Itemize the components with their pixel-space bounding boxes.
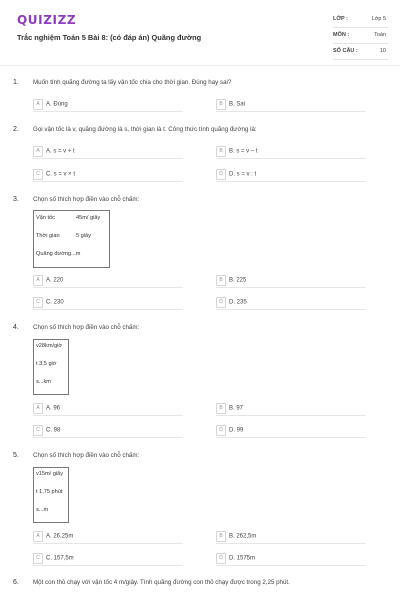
option-underline [216,111,366,112]
table-cell: Thời gian [36,233,60,239]
option-letter-box: B [216,275,226,286]
option-letter-box: D [216,425,226,436]
header-divider [0,65,400,66]
option-letter-box: A [33,99,43,110]
meta-value: 10 [379,48,386,54]
question-text: Muốn tính quãng đường ta lấy vận tốc chia cho thời gian. Đúng hay sai? [33,79,232,86]
option-text: B. s = v – t [229,148,258,155]
option-text: C. s = v × t [46,171,76,178]
option-underline [216,543,366,544]
table-cell: s...km [36,379,51,385]
option-underline [216,158,366,159]
option-text: B. Sai [229,101,246,108]
meta-value: Lớp 5 [371,16,386,22]
option-letter-box: B [216,146,226,157]
table-cell: Vận tốc [36,215,55,221]
option-underline [33,437,183,438]
option-text: D. 1575m [229,555,256,562]
option-a[interactable] [33,531,73,542]
option-text: A. 220 [46,277,64,284]
option-letter-box: C [33,169,43,180]
question-text: Gọi vận tốc là v, quãng đường là s, thời gian là t. Công thức tính quãng đường là: [33,126,257,133]
option-c[interactable] [33,553,74,564]
option-letter-box: D [216,297,226,308]
table-cell: v15m/ giây [36,471,64,477]
meta-label: LỚP : [333,16,348,22]
option-letter-box: C [33,297,43,308]
worksheet-title: Trắc nghiệm Toán 5 Bài 8: (có đáp án) Quãng đường [17,33,202,42]
question-3-table [33,210,110,268]
question-text: Một con thỏ chạy với vận tốc 4 m/giây. Tính quãng đường con thỏ chạy được trong 2,25 phút. [33,579,290,586]
option-d[interactable] [216,169,256,180]
option-letter-box: C [33,425,43,436]
option-underline [33,111,183,112]
option-d[interactable] [216,425,243,436]
option-text: C. 157,5m [46,555,74,562]
option-b[interactable] [216,531,256,542]
option-letter-box: A [33,403,43,414]
option-letter-box: D [216,169,226,180]
option-underline [216,309,366,310]
option-underline [216,287,366,288]
option-letter-box: C [33,553,43,564]
question-4-table [33,339,69,395]
meta-info [333,12,388,60]
option-a[interactable] [33,146,75,157]
option-a[interactable] [33,275,63,286]
option-text: B. 262,5m [229,533,257,540]
option-text: C. 230 [46,299,64,306]
meta-row-subject [333,28,388,44]
option-b[interactable] [216,99,245,110]
table-cell: 5 giây [76,233,91,239]
option-text: D. 99 [229,427,244,434]
option-underline [33,565,183,566]
option-underline [33,181,183,182]
question-number: 1. [13,79,19,86]
option-b[interactable] [216,146,258,157]
meta-label: MÔN : [333,32,350,38]
meta-row-count [333,44,388,60]
option-text: A. s = v + t [46,148,75,155]
option-text: D. 235 [229,299,247,306]
option-text: C. 98 [46,427,61,434]
meta-label: SỐ CÂU : [333,48,358,54]
option-underline [216,565,366,566]
question-number: 4. [13,324,19,331]
option-c[interactable] [33,169,75,180]
option-letter-box: D [216,553,226,564]
option-underline [33,287,183,288]
option-underline [216,181,366,182]
table-cell: v28km/giờ [36,343,63,349]
option-underline [33,309,183,310]
question-number: 6. [13,579,19,586]
option-d[interactable] [216,297,247,308]
option-underline [33,415,183,416]
question-text: Chọn số thích hợp điền vào chỗ chấm: [33,452,140,459]
meta-row-grade [333,12,388,28]
table-cell: t 3,5 giờ [36,361,57,367]
question-number: 3. [13,196,19,203]
option-letter-box: B [216,531,226,542]
option-underline [216,415,366,416]
option-c[interactable] [33,297,64,308]
option-c[interactable] [33,425,60,436]
meta-value: Toán [374,32,386,38]
question-text: Chọn số thích hợp điền vào chỗ chấm: [33,196,140,203]
option-text: A. 26,25m [46,533,74,540]
option-b[interactable] [216,275,246,286]
option-underline [216,437,366,438]
option-letter-box: A [33,275,43,286]
option-d[interactable] [216,553,255,564]
option-text: A. Đúng [46,101,68,108]
option-text: B. 97 [229,405,244,412]
option-letter-box: B [216,403,226,414]
question-number: 5. [13,452,19,459]
option-a[interactable] [33,403,60,414]
option-a[interactable] [33,99,68,110]
option-letter-box: B [216,99,226,110]
question-text: Chọn số thích hợp điền vào chỗ chấm: [33,324,140,331]
table-cell: Quãng đường...m [36,251,81,257]
option-text: B. 225 [229,277,247,284]
option-letter-box: A [33,146,43,157]
table-cell: 45m/ giây [76,215,101,221]
quizizz-logo: QUIZIZZ [17,13,77,27]
option-letter-box: A [33,531,43,542]
option-b[interactable] [216,403,243,414]
table-cell: s...m [36,507,49,513]
option-text: A. 96 [46,405,61,412]
table-cell: t 1,75 phút [36,489,63,495]
option-underline [33,158,183,159]
option-text: D. s = v : t [229,171,257,178]
option-underline [33,543,183,544]
question-number: 2. [13,126,19,133]
question-5-table [33,467,69,523]
worksheet-header [0,0,400,66]
